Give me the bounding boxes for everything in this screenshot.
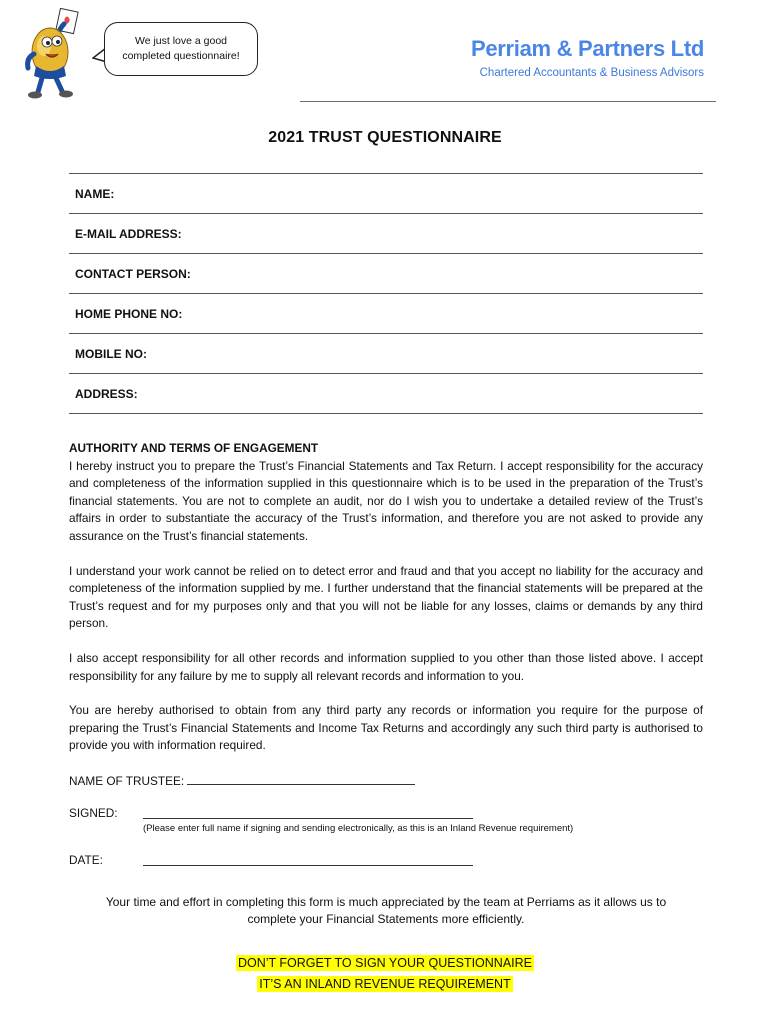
form-title: 2021 TRUST QUESTIONNAIRE — [268, 129, 502, 146]
reminder-line-2 — [0, 977, 770, 991]
field-contact-person-label: CONTACT PERSON: — [75, 266, 191, 281]
authority-paragraph-2: I understand your work cannot be relied on to detect error and fraud and that you accept no liability for the accuracy and completeness of the information supplied by me. I further understand that the financial statements will be prepared at the Trust’s request and for my purposes only and that you will not be liable for any losses, claims or demands by any third person. — [69, 563, 703, 631]
authority-paragraph-4: You are hereby authorised to obtain from any third party any records or information you require for the purpose of preparing the Trust’s Financial Statements and Income Tax Returns and accordingly any such third party is authorised to provide you with information required. — [69, 703, 703, 753]
reminder-line-1-text: DON’T FORGET TO SIGN YOUR QUESTIONNAIRE — [237, 956, 533, 970]
field-address-label: ADDRESS: — [75, 386, 138, 401]
field-email-label: E-MAIL ADDRESS: — [75, 226, 182, 241]
date-line[interactable] — [143, 853, 473, 866]
firm-name: Perriam & Partners Ltd — [470, 36, 704, 61]
speech-bubble — [104, 22, 258, 76]
header-divider — [300, 101, 716, 102]
signed-line[interactable] — [143, 806, 473, 819]
signed-line-wrap — [143, 806, 473, 822]
signed-row — [69, 806, 118, 820]
authority-heading: AUTHORITY AND TERMS OF ENGAGEMENT — [69, 441, 319, 455]
signed-label: SIGNED: — [69, 806, 118, 820]
authority-paragraph-3: I also accept responsibility for all other records and information supplied to you other than those listed above. I accept responsibility for any failure by me to supply all relevant records and information to you. — [69, 650, 703, 683]
field-address[interactable] — [69, 373, 703, 414]
trustee-name-row — [69, 772, 415, 788]
reminder-line-2-text: IT’S AN INLAND REVENUE REQUIREMENT — [259, 977, 511, 991]
field-home-phone[interactable] — [69, 293, 703, 333]
field-name-label: NAME: — [75, 186, 115, 201]
field-email[interactable] — [69, 213, 703, 253]
speech-bubble-line-1: We just love a good — [134, 35, 228, 47]
trustee-name-label: NAME OF TRUSTEE: — [69, 774, 185, 788]
field-contact-person[interactable] — [69, 253, 703, 293]
date-label: DATE: — [69, 853, 103, 867]
authority-section — [69, 440, 703, 772]
reminder-line-1 — [0, 956, 770, 970]
thank-you-text: Your time and effort in completing this form is much appreciated by the team at Perriams as it allows us to complete your Financial Statements more efficiently. — [105, 895, 667, 926]
speech-bubble-line-2: completed questionnaire! — [122, 50, 240, 62]
trustee-name-line[interactable] — [187, 772, 415, 785]
authority-paragraph-1: I hereby instruct you to prepare the Trust’s Financial Statements and Tax Return. I accept responsibility for the accuracy and completeness of the information supplied in this questionnaire which is to be used in the preparation of the Trust’s financial statements. You are not to complete an audit, nor do I wish you to undertake a detailed review of the Trust’s affairs in order to substantiate the accuracy of the Trust’s information, and therefore you are not asked to provide any assurance on the Trust’s financial statements. — [69, 458, 703, 543]
field-name[interactable] — [69, 173, 703, 213]
firm-tagline: Chartered Accountants & Business Advisors — [479, 67, 704, 79]
field-mobile[interactable] — [69, 333, 703, 373]
date-row — [69, 853, 103, 867]
signature-note: (Please enter full name if signing and sending electronically, as this is an Inland Revenue requirement) — [143, 823, 574, 834]
field-mobile-label: MOBILE NO: — [75, 346, 147, 361]
date-line-wrap — [143, 853, 473, 869]
contact-fields — [69, 173, 703, 414]
field-home-phone-label: HOME PHONE NO: — [75, 306, 183, 321]
